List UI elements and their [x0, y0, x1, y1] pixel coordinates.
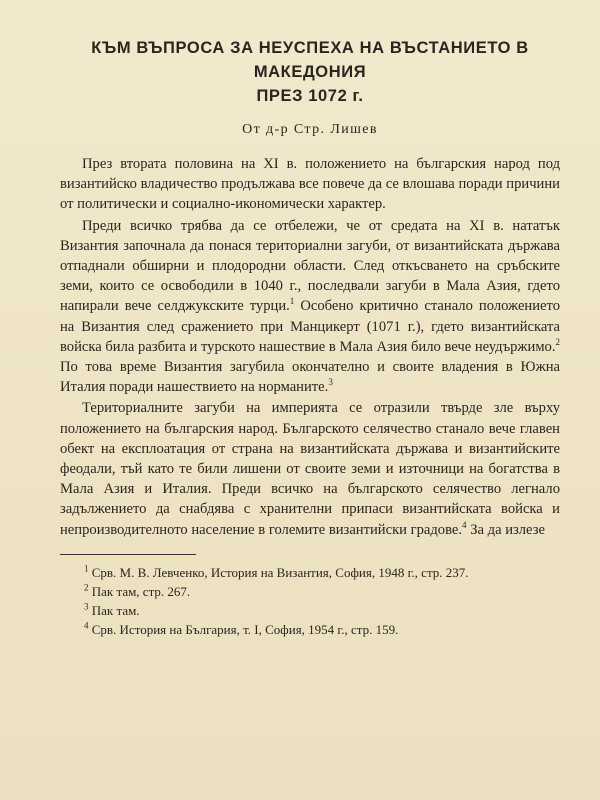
footnote-1: $^1$ Срв. М. В. Левченко, История на Византия, София, 1948 г., стр. 237. [84, 563, 469, 580]
footnote-ref-1: 1 [289, 296, 295, 307]
footnote-3: $^3$ Пак там. [84, 601, 140, 618]
article-body [60, 154, 560, 540]
article-title-line-1: КЪМ ВЪПРОСА ЗА НЕУСПЕХА НА ВЪСТАНИЕТО В МАКЕДОНИЯ [91, 39, 529, 81]
paragraph-2: Преди всичко трябва да се отбележи, че от средата на XI в. нататък Византия започнала да понася териториални загуби, от византийската държава отпаднали обширни и плодородни области. След откъсването на сръбските земи, които се освободили в 1040 г., последвали загуби в Мала Азия, гдето напирали вече селджукските турци.$^1$ Особено критично станало положението на Византия след сражението при Манцикерт (1071 г.), гдето византийската войска била разбита и турското нашествие в Мала Азия било вече неудържимо.$^2$ По това време Византия загубила окончателно и своите владения в Южна Италия поради нашествието на норманите.$^3$ [60, 217, 560, 396]
paragraph-1: През втората половина на XI в. положението на българския народ под византийско владичество продължава все повече да се влошава поради причини от политически и социално-икономически характер. [60, 156, 560, 213]
article-author: От д-р Стр. Лишев [242, 122, 378, 137]
footnote-ref-2: 2 [555, 336, 560, 347]
footnote-4: $^4$ Срв. История на България, т. I, София, 1954 г., стр. 159. [84, 620, 399, 637]
footnote-2: $^2$ Пак там, стр. 267. [84, 582, 191, 599]
footnote-ref-4: 4 [462, 519, 467, 530]
footnote-ref-3: 3 [328, 377, 333, 388]
footnotes [60, 563, 560, 639]
footnote-divider [60, 554, 196, 555]
article-title [60, 36, 560, 108]
article-title-line-2: ПРЕЗ 1072 г. [256, 87, 364, 105]
paragraph-3: Териториалните загуби на империята се отразили твърде зле върху положението на българския народ. Българското селячество станало вече главен обект на експлоатация от страна на византийската държава и византийските феодали, тъй като те били лишени от своите земи и източници на богатства в Мала Азия и Италия. Преди всичко на българското селячество легнало задължението да снабдява с хранителни припаси византийската войска и непроизводителното население в големите византийски градове.$^4$ За да излезе [60, 400, 560, 538]
